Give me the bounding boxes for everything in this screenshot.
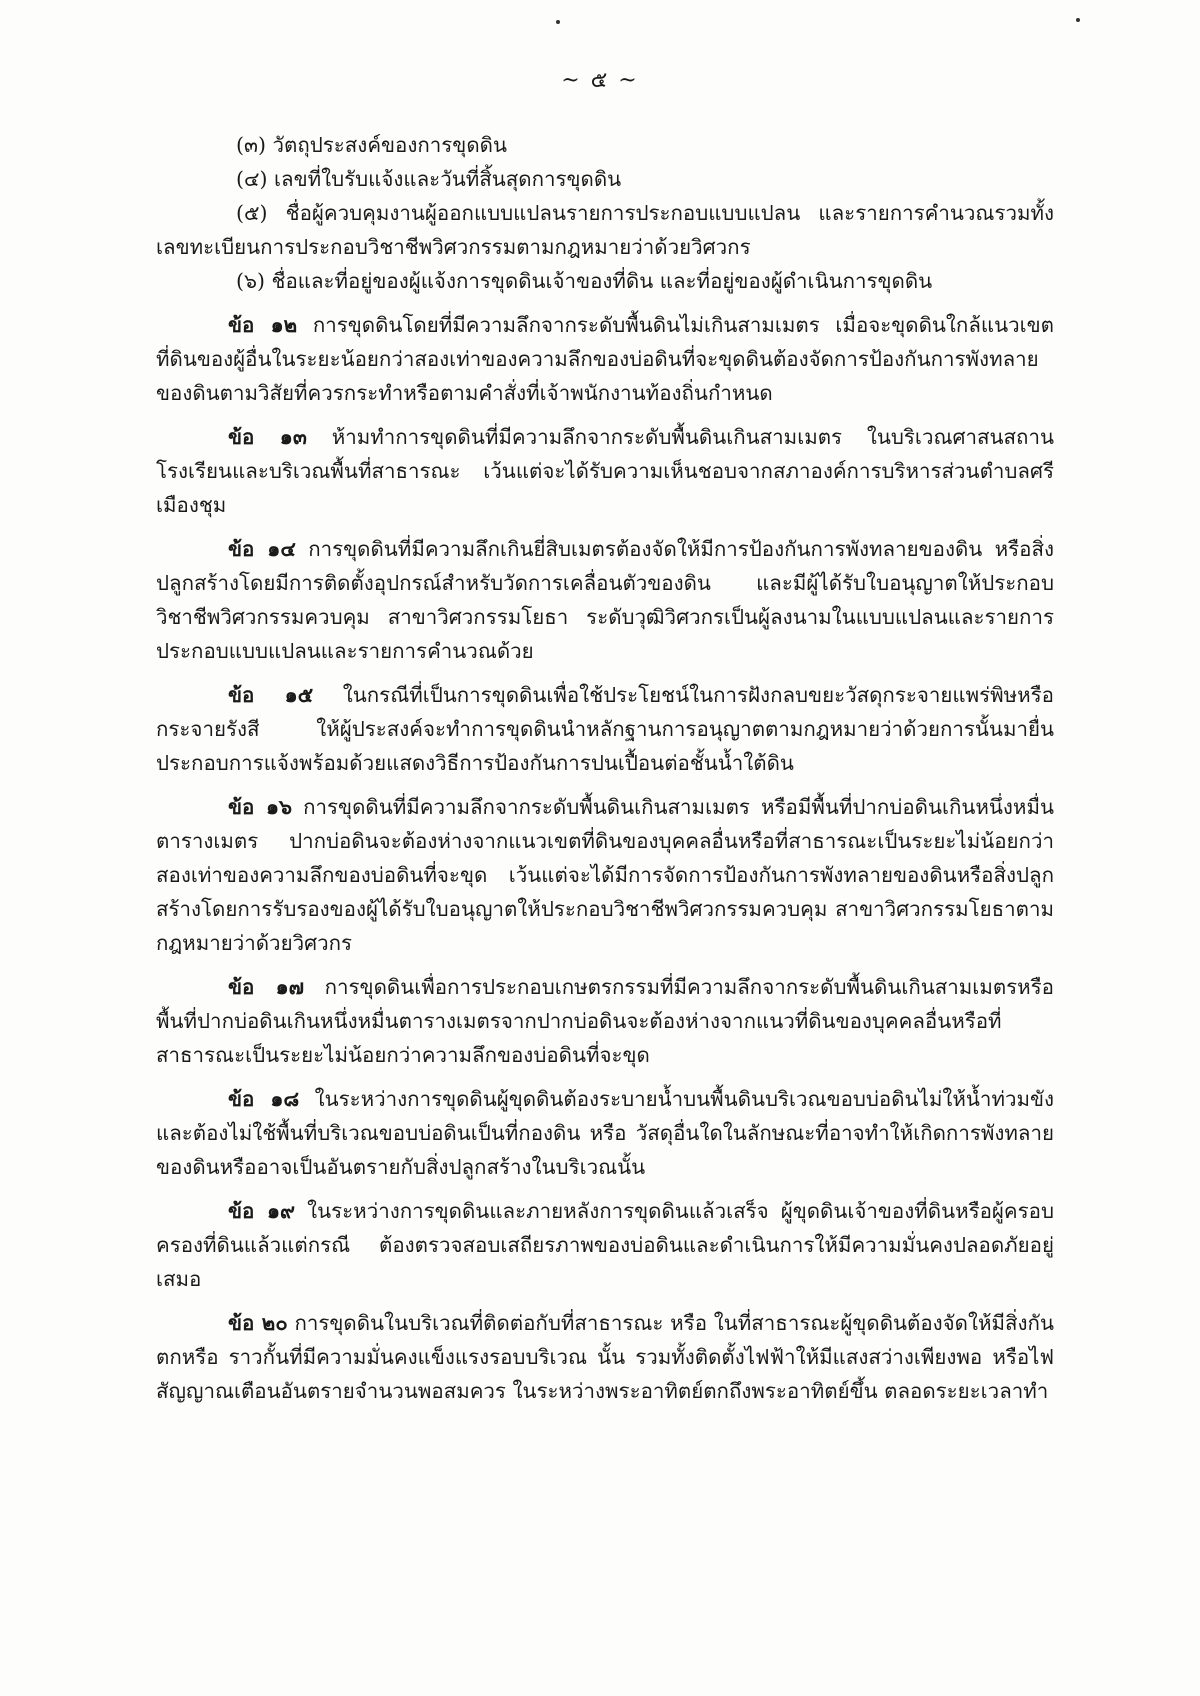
article-number: ข้อ ๑๕ [228,683,314,707]
page-number: ~ ๕ ~ [561,68,639,93]
article-15 [156,678,1054,780]
article-number: ข้อ ๑๖ [228,795,293,819]
article-text: การขุดดินในบริเวณที่ติดต่อกับที่สาธารณะ หรือ ในที่สาธารณะผู้ขุดดินต้องจัดให้มีสิ่งกันตกหรือ ราวกั้นที่มีความมั่นคงแข็งแรงรอบบริเวณ นั้น รวมทั้งติดตั้งไฟฟ้าให้มีแสงสว่างเพียงพอ หรือไฟสัญญาณเตือนอันตรายจำนวนพอสมควร ในระหว่างพระอาทิตย์ตกถึงพระอาทิตย์ขึ้น ตลอดระยะเวลาทำ [156,1311,1054,1403]
article-number: ข้อ ๑๔ [228,537,296,561]
article-number: ข้อ ๒๐ [228,1311,288,1335]
article-text: การขุดดินโดยที่มีความลึกจากระดับพื้นดินไม่เกินสามเมตร เมื่อจะขุดดินใกล้แนวเขตที่ดินของผู้อื่นในระยะน้อยกว่าสองเท่าของความลึกของบ่อดินที่จะขุดดินต้องจัดการป้องกันการพังทลายของดินตามวิสัยที่ควรกระทำหรือตามคำสั่งที่เจ้าพนักงานท้องถิ่นกำหนด [156,313,1054,405]
article-text: การขุดดินที่มีความลึกจากระดับพื้นดินเกินสามเมตร หรือมีพื้นที่ปากบ่อดินเกินหนึ่งหมื่นตารางเมตร ปากบ่อดินจะต้องห่างจากแนวเขตที่ดินของบุคคลอื่นหรือที่สาธารณะเป็นระยะไม่น้อยกว่าสองเท่าของความลึกของบ่อดินที่จะขุด เว้นแต่จะได้มีการจัดการป้องกันการพังทลายของดินหรือสิ่งปลูกสร้างโดยการรับรองของผู้ได้รับใบอนุญาตให้ประกอบวิชาชีพวิศวกรรมควบคุม สาขาวิศวกรรมโยธาตามกฎหมายว่าด้วยวิศวกร [156,795,1054,955]
article-number: ข้อ ๑๓ [228,425,307,449]
article-text: ห้ามทำการขุดดินที่มีความลึกจากระดับพื้นดินเกินสามเมตร ในบริเวณศาสนสถานโรงเรียนและบริเวณพื้นที่สาธารณะ เว้นแต่จะได้รับความเห็นชอบจากสภาองค์การบริหารส่วนตำบลศรีเมืองชุม [156,425,1054,517]
article-13 [156,420,1054,522]
article-text: ในระหว่างการขุดดินและภายหลังการขุดดินแล้วเสร็จ ผู้ขุดดินเจ้าของที่ดินหรือผู้ครอบครองที่ดินแล้วแต่กรณี ต้องตรวจสอบเสถียรภาพของบ่อดินและดำเนินการให้มีความมั่นคงปลอดภัยอยู่เสมอ [156,1199,1054,1291]
article-text: ในกรณีที่เป็นการขุดดินเพื่อใช้ประโยชน์ในการฝังกลบขยะวัสดุกระจายแพร่พิษหรือกระจายรังสี ให้ผู้ประสงค์จะทำการขุดดินนำหลักฐานการอนุญาตตามกฎหมายว่าด้วยการนั้นมายื่นประกอบการแจ้งพร้อมด้วยแสดงวิธีการป้องกันการปนเปื้อนต่อชั้นน้ำใต้ดิน [156,683,1054,775]
article-19 [156,1194,1054,1296]
list-item: (๕) ชื่อผู้ควบคุมงานผู้ออกแบบแปลนรายการประกอบแบบแปลน และรายการคำนวณรวมทั้งเลขทะเบียนการประกอบวิชาชีพวิศวกรรมตามกฎหมายว่าด้วยวิศวกร [156,201,1054,259]
article-14 [156,532,1054,668]
article-18 [156,1082,1054,1184]
article-number: ข้อ ๑๗ [228,975,304,999]
document-body [156,128,1054,1408]
article-17 [156,970,1054,1072]
article-12 [156,308,1054,410]
article-16 [156,790,1054,960]
article-number: ข้อ ๑๘ [228,1087,300,1111]
article-number: ข้อ ๑๒ [228,313,298,337]
article-20 [156,1306,1054,1408]
article-text: การขุดดินที่มีความลึกเกินยี่สิบเมตรต้องจัดให้มีการป้องกันการพังทลายของดิน หรือสิ่งปลูกสร้างโดยมีการติดตั้งอุปกรณ์สำหรับวัดการเคลื่อนตัวของดิน และมีผู้ได้รับใบอนุญาตให้ประกอบวิชาชีพวิศวกรรมควบคุม สาขาวิศวกรรมโยธา ระดับวุฒิวิศวกรเป็นผู้ลงนามในแบบแปลนและรายการประกอบแบบแปลนและรายการคำนวณด้วย [156,537,1054,663]
article-text: การขุดดินเพื่อการประกอบเกษตรกรรมที่มีความลึกจากระดับพื้นดินเกินสามเมตรหรือพื้นที่ปากบ่อดินเกินหนึ่งหมื่นตารางเมตรจากปากบ่อดินจะต้องห่างจากแนวที่ดินของบุคคลอื่นหรือที่สาธารณะเป็นระยะไม่น้อยกว่าความลึกของบ่อดินที่จะขุด [156,975,1054,1067]
list-item: (๓) วัตถุประสงค์ของการขุดดิน [236,133,507,157]
list-item: (๔) เลขที่ใบรับแจ้งและวันที่สิ้นสุดการขุดดิน [236,167,622,191]
list-item: (๖) ชื่อและที่อยู่ของผู้แจ้งการขุดดินเจ้าของที่ดิน และที่อยู่ของผู้ดำเนินการขุดดิน [236,269,933,293]
article-text: ในระหว่างการขุดดินผู้ขุดดินต้องระบายน้ำบนพื้นดินบริเวณขอบบ่อดินไม่ให้น้ำท่วมขังและต้องไม่ใช้พื้นที่บริเวณขอบบ่อดินเป็นที่กองดิน หรือ วัสดุอื่นใดในลักษณะที่อาจทำให้เกิดการพังทลายของดินหรืออาจเป็นอันตรายกับสิ่งปลูกสร้างในบริเวณนั้น [156,1087,1054,1179]
article-number: ข้อ ๑๙ [228,1199,296,1223]
scan-speck [1076,18,1080,22]
scan-speck [556,20,560,24]
